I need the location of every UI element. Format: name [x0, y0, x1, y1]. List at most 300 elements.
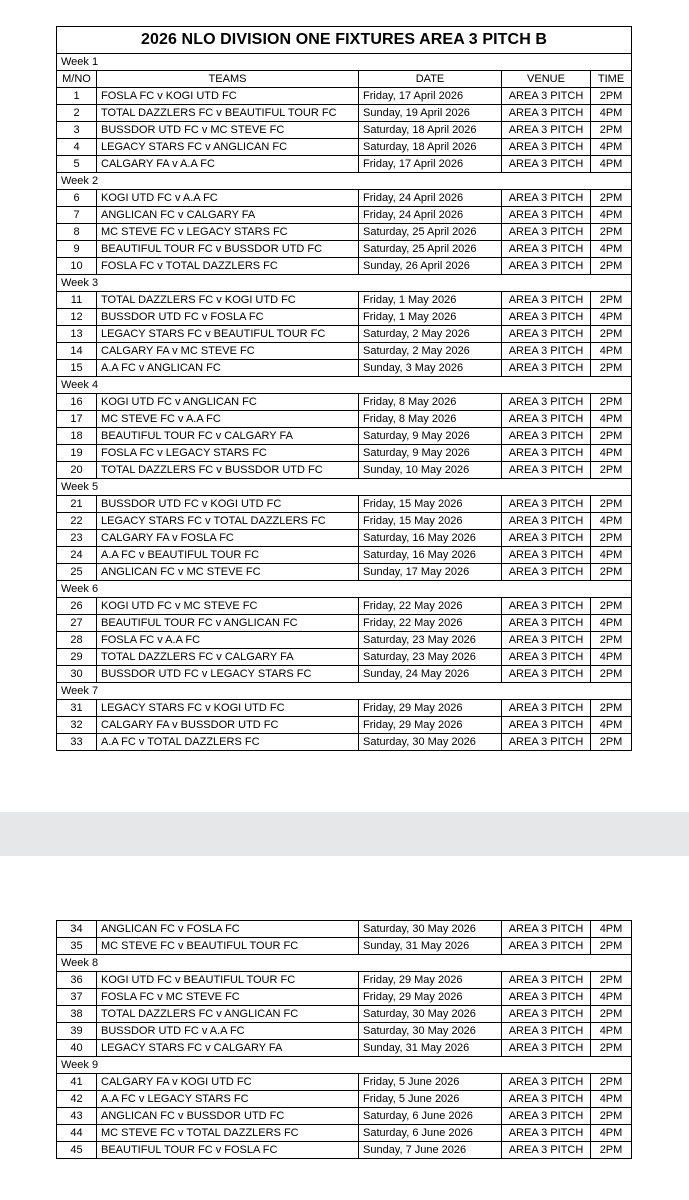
match-date: Saturday, 2 May 2026	[359, 326, 502, 343]
match-date: Friday, 1 May 2026	[359, 292, 502, 309]
match-teams: BEAUTIFUL TOUR FC v ANGLICAN FC	[97, 615, 359, 632]
match-time: 2PM	[591, 428, 632, 445]
match-time: 2PM	[591, 938, 632, 955]
week-label: Week 1	[57, 54, 632, 71]
fixture-row	[57, 394, 632, 411]
match-teams: FOSLA FC v KOGI UTD FC	[97, 88, 359, 105]
match-venue: AREA 3 PITCH	[502, 615, 591, 632]
match-date: Friday, 17 April 2026	[359, 88, 502, 105]
week-row	[57, 683, 632, 700]
match-time: 4PM	[591, 1023, 632, 1040]
match-venue: AREA 3 PITCH	[502, 972, 591, 989]
match-date: Friday, 24 April 2026	[359, 190, 502, 207]
week-row	[57, 1057, 632, 1074]
match-time: 4PM	[591, 513, 632, 530]
match-number: 42	[57, 1091, 97, 1108]
match-venue: AREA 3 PITCH	[502, 105, 591, 122]
match-date: Saturday, 16 May 2026	[359, 530, 502, 547]
document-page-2	[0, 856, 689, 1200]
week-row	[57, 173, 632, 190]
match-number: 29	[57, 649, 97, 666]
match-date: Saturday, 23 May 2026	[359, 632, 502, 649]
match-date: Saturday, 2 May 2026	[359, 343, 502, 360]
match-teams: ANGLICAN FC v BUSSDOR UTD FC	[97, 1108, 359, 1125]
match-number: 40	[57, 1040, 97, 1057]
match-date: Sunday, 24 May 2026	[359, 666, 502, 683]
match-number: 35	[57, 938, 97, 955]
match-teams: KOGI UTD FC v MC STEVE FC	[97, 598, 359, 615]
fixtures-table-page-1	[56, 26, 632, 751]
fixture-row	[57, 921, 632, 938]
match-time: 4PM	[591, 241, 632, 258]
match-time: 2PM	[591, 1040, 632, 1057]
match-teams: CALGARY FA v MC STEVE FC	[97, 343, 359, 360]
match-date: Sunday, 31 May 2026	[359, 1040, 502, 1057]
match-venue: AREA 3 PITCH	[502, 666, 591, 683]
match-venue: AREA 3 PITCH	[502, 1006, 591, 1023]
match-number: 41	[57, 1074, 97, 1091]
match-teams: KOGI UTD FC v A.A FC	[97, 190, 359, 207]
match-date: Saturday, 18 April 2026	[359, 139, 502, 156]
match-time: 4PM	[591, 156, 632, 173]
match-date: Sunday, 19 April 2026	[359, 105, 502, 122]
match-date: Saturday, 23 May 2026	[359, 649, 502, 666]
match-time: 4PM	[591, 1091, 632, 1108]
match-venue: AREA 3 PITCH	[502, 445, 591, 462]
match-time: 4PM	[591, 1125, 632, 1142]
week-label: Week 2	[57, 173, 632, 190]
match-date: Friday, 5 June 2026	[359, 1074, 502, 1091]
match-number: 20	[57, 462, 97, 479]
week-label: Week 7	[57, 683, 632, 700]
match-date: Saturday, 30 May 2026	[359, 921, 502, 938]
fixture-row	[57, 666, 632, 683]
match-venue: AREA 3 PITCH	[502, 360, 591, 377]
match-teams: LEGACY STARS FC v ANGLICAN FC	[97, 139, 359, 156]
match-number: 33	[57, 734, 97, 751]
match-time: 2PM	[591, 190, 632, 207]
match-teams: CALGARY FA v KOGI UTD FC	[97, 1074, 359, 1091]
match-date: Friday, 8 May 2026	[359, 411, 502, 428]
match-time: 4PM	[591, 921, 632, 938]
match-time: 2PM	[591, 1142, 632, 1159]
fixture-row	[57, 241, 632, 258]
fixture-row	[57, 700, 632, 717]
match-number: 4	[57, 139, 97, 156]
match-date: Friday, 29 May 2026	[359, 700, 502, 717]
match-time: 4PM	[591, 615, 632, 632]
match-number: 27	[57, 615, 97, 632]
fixture-row	[57, 1074, 632, 1091]
fixture-row	[57, 513, 632, 530]
match-number: 24	[57, 547, 97, 564]
fixture-row	[57, 649, 632, 666]
match-venue: AREA 3 PITCH	[502, 207, 591, 224]
match-venue: AREA 3 PITCH	[502, 1142, 591, 1159]
fixture-row	[57, 972, 632, 989]
header-time: TIME	[591, 71, 632, 88]
match-teams: BUSSDOR UTD FC v KOGI UTD FC	[97, 496, 359, 513]
match-number: 3	[57, 122, 97, 139]
match-number: 44	[57, 1125, 97, 1142]
match-time: 4PM	[591, 139, 632, 156]
match-number: 1	[57, 88, 97, 105]
match-teams: BEAUTIFUL TOUR FC v FOSLA FC	[97, 1142, 359, 1159]
match-time: 2PM	[591, 88, 632, 105]
match-date: Friday, 29 May 2026	[359, 972, 502, 989]
match-time: 4PM	[591, 343, 632, 360]
match-number: 25	[57, 564, 97, 581]
week-label: Week 9	[57, 1057, 632, 1074]
match-date: Sunday, 10 May 2026	[359, 462, 502, 479]
match-date: Friday, 29 May 2026	[359, 989, 502, 1006]
fixture-row	[57, 547, 632, 564]
fixture-row	[57, 156, 632, 173]
match-date: Saturday, 6 June 2026	[359, 1108, 502, 1125]
match-date: Friday, 22 May 2026	[359, 598, 502, 615]
match-teams: ANGLICAN FC v FOSLA FC	[97, 921, 359, 938]
week-row	[57, 479, 632, 496]
fixture-row	[57, 428, 632, 445]
fixture-row	[57, 615, 632, 632]
match-teams: KOGI UTD FC v ANGLICAN FC	[97, 394, 359, 411]
match-number: 19	[57, 445, 97, 462]
match-date: Friday, 8 May 2026	[359, 394, 502, 411]
fixture-row	[57, 309, 632, 326]
fixture-row	[57, 496, 632, 513]
match-venue: AREA 3 PITCH	[502, 1074, 591, 1091]
match-time: 2PM	[591, 122, 632, 139]
fixture-row	[57, 1108, 632, 1125]
match-time: 2PM	[591, 496, 632, 513]
match-time: 2PM	[591, 598, 632, 615]
match-teams: MC STEVE FC v BEAUTIFUL TOUR FC	[97, 938, 359, 955]
match-time: 2PM	[591, 734, 632, 751]
match-teams: KOGI UTD FC v BEAUTIFUL TOUR FC	[97, 972, 359, 989]
fixture-row	[57, 1006, 632, 1023]
match-venue: AREA 3 PITCH	[502, 224, 591, 241]
match-number: 9	[57, 241, 97, 258]
match-time: 2PM	[591, 1006, 632, 1023]
match-teams: MC STEVE FC v A.A FC	[97, 411, 359, 428]
match-teams: TOTAL DAZZLERS FC v ANGLICAN FC	[97, 1006, 359, 1023]
match-time: 2PM	[591, 1108, 632, 1125]
match-number: 2	[57, 105, 97, 122]
header-venue: VENUE	[502, 71, 591, 88]
week-row	[57, 54, 632, 71]
fixtures-table-page-2	[56, 920, 632, 1159]
week-row	[57, 377, 632, 394]
match-teams: BUSSDOR UTD FC v FOSLA FC	[97, 309, 359, 326]
match-venue: AREA 3 PITCH	[502, 649, 591, 666]
match-venue: AREA 3 PITCH	[502, 1040, 591, 1057]
fixture-row	[57, 88, 632, 105]
match-teams: MC STEVE FC v LEGACY STARS FC	[97, 224, 359, 241]
match-number: 38	[57, 1006, 97, 1023]
match-number: 30	[57, 666, 97, 683]
match-venue: AREA 3 PITCH	[502, 428, 591, 445]
match-number: 14	[57, 343, 97, 360]
fixture-row	[57, 734, 632, 751]
match-date: Friday, 1 May 2026	[359, 309, 502, 326]
title-row	[57, 27, 632, 54]
match-date: Friday, 17 April 2026	[359, 156, 502, 173]
match-date: Saturday, 9 May 2026	[359, 428, 502, 445]
header-match-no: M/NO	[57, 71, 97, 88]
match-date: Friday, 5 June 2026	[359, 1091, 502, 1108]
match-venue: AREA 3 PITCH	[502, 700, 591, 717]
match-time: 2PM	[591, 700, 632, 717]
match-teams: ANGLICAN FC v MC STEVE FC	[97, 564, 359, 581]
match-time: 2PM	[591, 632, 632, 649]
match-venue: AREA 3 PITCH	[502, 411, 591, 428]
match-teams: A.A FC v BEAUTIFUL TOUR FC	[97, 547, 359, 564]
match-venue: AREA 3 PITCH	[502, 462, 591, 479]
match-time: 2PM	[591, 530, 632, 547]
fixture-row	[57, 292, 632, 309]
match-venue: AREA 3 PITCH	[502, 241, 591, 258]
match-number: 13	[57, 326, 97, 343]
match-venue: AREA 3 PITCH	[502, 190, 591, 207]
match-number: 6	[57, 190, 97, 207]
match-number: 31	[57, 700, 97, 717]
match-venue: AREA 3 PITCH	[502, 139, 591, 156]
match-date: Saturday, 30 May 2026	[359, 1006, 502, 1023]
match-time: 2PM	[591, 258, 632, 275]
match-number: 8	[57, 224, 97, 241]
match-time: 2PM	[591, 972, 632, 989]
match-venue: AREA 3 PITCH	[502, 292, 591, 309]
fixture-row	[57, 224, 632, 241]
match-date: Saturday, 9 May 2026	[359, 445, 502, 462]
fixture-row	[57, 462, 632, 479]
match-teams: TOTAL DAZZLERS FC v BEAUTIFUL TOUR FC	[97, 105, 359, 122]
week-label: Week 6	[57, 581, 632, 598]
week-row	[57, 581, 632, 598]
match-venue: AREA 3 PITCH	[502, 989, 591, 1006]
match-teams: MC STEVE FC v TOTAL DAZZLERS FC	[97, 1125, 359, 1142]
fixture-row	[57, 190, 632, 207]
match-date: Sunday, 26 April 2026	[359, 258, 502, 275]
match-date: Friday, 15 May 2026	[359, 496, 502, 513]
document-title: 2026 NLO DIVISION ONE FIXTURES AREA 3 PITCH B	[57, 27, 632, 54]
match-date: Saturday, 18 April 2026	[359, 122, 502, 139]
week-label: Week 3	[57, 275, 632, 292]
match-venue: AREA 3 PITCH	[502, 394, 591, 411]
match-date: Sunday, 3 May 2026	[359, 360, 502, 377]
header-teams: TEAMS	[97, 71, 359, 88]
match-number: 43	[57, 1108, 97, 1125]
fixture-row	[57, 207, 632, 224]
fixture-row	[57, 530, 632, 547]
match-teams: FOSLA FC v A.A FC	[97, 632, 359, 649]
match-number: 10	[57, 258, 97, 275]
match-time: 2PM	[591, 564, 632, 581]
match-teams: LEGACY STARS FC v TOTAL DAZZLERS FC	[97, 513, 359, 530]
fixture-row	[57, 1040, 632, 1057]
match-date: Saturday, 6 June 2026	[359, 1125, 502, 1142]
match-teams: LEGACY STARS FC v KOGI UTD FC	[97, 700, 359, 717]
match-number: 23	[57, 530, 97, 547]
match-teams: CALGARY FA v BUSSDOR UTD FC	[97, 717, 359, 734]
match-number: 17	[57, 411, 97, 428]
fixture-row	[57, 598, 632, 615]
match-venue: AREA 3 PITCH	[502, 717, 591, 734]
match-venue: AREA 3 PITCH	[502, 1091, 591, 1108]
match-number: 32	[57, 717, 97, 734]
match-number: 39	[57, 1023, 97, 1040]
match-date: Saturday, 30 May 2026	[359, 1023, 502, 1040]
match-venue: AREA 3 PITCH	[502, 122, 591, 139]
match-time: 2PM	[591, 292, 632, 309]
match-number: 28	[57, 632, 97, 649]
match-number: 26	[57, 598, 97, 615]
match-venue: AREA 3 PITCH	[502, 547, 591, 564]
match-venue: AREA 3 PITCH	[502, 564, 591, 581]
match-teams: TOTAL DAZZLERS FC v KOGI UTD FC	[97, 292, 359, 309]
match-venue: AREA 3 PITCH	[502, 530, 591, 547]
match-time: 4PM	[591, 207, 632, 224]
match-teams: BUSSDOR UTD FC v A.A FC	[97, 1023, 359, 1040]
match-teams: TOTAL DAZZLERS FC v BUSSDOR UTD FC	[97, 462, 359, 479]
match-venue: AREA 3 PITCH	[502, 938, 591, 955]
match-venue: AREA 3 PITCH	[502, 496, 591, 513]
match-date: Saturday, 30 May 2026	[359, 734, 502, 751]
match-time: 4PM	[591, 445, 632, 462]
week-label: Week 5	[57, 479, 632, 496]
fixture-row	[57, 343, 632, 360]
match-number: 37	[57, 989, 97, 1006]
match-time: 2PM	[591, 666, 632, 683]
fixture-row	[57, 326, 632, 343]
match-number: 36	[57, 972, 97, 989]
match-venue: AREA 3 PITCH	[502, 156, 591, 173]
match-date: Saturday, 25 April 2026	[359, 224, 502, 241]
match-number: 18	[57, 428, 97, 445]
match-teams: A.A FC v ANGLICAN FC	[97, 360, 359, 377]
match-teams: FOSLA FC v MC STEVE FC	[97, 989, 359, 1006]
fixture-row	[57, 632, 632, 649]
match-teams: CALGARY FA v FOSLA FC	[97, 530, 359, 547]
week-row	[57, 955, 632, 972]
fixture-row	[57, 105, 632, 122]
fixture-row	[57, 1142, 632, 1159]
match-time: 4PM	[591, 649, 632, 666]
match-venue: AREA 3 PITCH	[502, 88, 591, 105]
match-teams: BEAUTIFUL TOUR FC v BUSSDOR UTD FC	[97, 241, 359, 258]
match-date: Saturday, 25 April 2026	[359, 241, 502, 258]
match-number: 7	[57, 207, 97, 224]
match-venue: AREA 3 PITCH	[502, 1023, 591, 1040]
fixture-row	[57, 1125, 632, 1142]
match-number: 21	[57, 496, 97, 513]
fixture-row	[57, 139, 632, 156]
match-teams: FOSLA FC v LEGACY STARS FC	[97, 445, 359, 462]
match-time: 4PM	[591, 411, 632, 428]
match-date: Saturday, 16 May 2026	[359, 547, 502, 564]
fixture-row	[57, 411, 632, 428]
match-date: Sunday, 7 June 2026	[359, 1142, 502, 1159]
page-separator	[0, 812, 689, 856]
match-number: 11	[57, 292, 97, 309]
fixture-row	[57, 989, 632, 1006]
match-time: 4PM	[591, 547, 632, 564]
fixture-row	[57, 938, 632, 955]
fixture-row	[57, 122, 632, 139]
match-number: 16	[57, 394, 97, 411]
match-teams: LEGACY STARS FC v CALGARY FA	[97, 1040, 359, 1057]
match-date: Friday, 24 April 2026	[359, 207, 502, 224]
match-venue: AREA 3 PITCH	[502, 343, 591, 360]
match-number: 34	[57, 921, 97, 938]
match-time: 2PM	[591, 326, 632, 343]
match-number: 45	[57, 1142, 97, 1159]
match-venue: AREA 3 PITCH	[502, 1108, 591, 1125]
match-time: 2PM	[591, 462, 632, 479]
match-venue: AREA 3 PITCH	[502, 258, 591, 275]
match-time: 4PM	[591, 717, 632, 734]
match-date: Friday, 29 May 2026	[359, 717, 502, 734]
match-date: Friday, 22 May 2026	[359, 615, 502, 632]
match-teams: A.A FC v LEGACY STARS FC	[97, 1091, 359, 1108]
match-teams: BUSSDOR UTD FC v MC STEVE FC	[97, 122, 359, 139]
match-date: Friday, 15 May 2026	[359, 513, 502, 530]
match-venue: AREA 3 PITCH	[502, 921, 591, 938]
match-time: 4PM	[591, 989, 632, 1006]
match-date: Sunday, 17 May 2026	[359, 564, 502, 581]
match-number: 12	[57, 309, 97, 326]
match-venue: AREA 3 PITCH	[502, 326, 591, 343]
match-teams: BEAUTIFUL TOUR FC v CALGARY FA	[97, 428, 359, 445]
fixture-row	[57, 445, 632, 462]
fixture-row	[57, 1091, 632, 1108]
match-venue: AREA 3 PITCH	[502, 1125, 591, 1142]
match-time: 2PM	[591, 360, 632, 377]
match-number: 15	[57, 360, 97, 377]
match-date: Sunday, 31 May 2026	[359, 938, 502, 955]
column-header-row	[57, 71, 632, 88]
match-time: 2PM	[591, 1074, 632, 1091]
match-teams: BUSSDOR UTD FC v LEGACY STARS FC	[97, 666, 359, 683]
match-time: 2PM	[591, 224, 632, 241]
match-teams: CALGARY FA v A.A FC	[97, 156, 359, 173]
fixture-row	[57, 1023, 632, 1040]
week-label: Week 8	[57, 955, 632, 972]
match-venue: AREA 3 PITCH	[502, 734, 591, 751]
match-venue: AREA 3 PITCH	[502, 598, 591, 615]
match-teams: ANGLICAN FC v CALGARY FA	[97, 207, 359, 224]
match-time: 2PM	[591, 394, 632, 411]
match-venue: AREA 3 PITCH	[502, 309, 591, 326]
match-teams: LEGACY STARS FC v BEAUTIFUL TOUR FC	[97, 326, 359, 343]
fixture-row	[57, 360, 632, 377]
match-venue: AREA 3 PITCH	[502, 513, 591, 530]
match-teams: A.A FC v TOTAL DAZZLERS FC	[97, 734, 359, 751]
fixture-row	[57, 258, 632, 275]
match-number: 22	[57, 513, 97, 530]
week-label: Week 4	[57, 377, 632, 394]
week-row	[57, 275, 632, 292]
match-teams: FOSLA FC v TOTAL DAZZLERS FC	[97, 258, 359, 275]
header-date: DATE	[359, 71, 502, 88]
fixture-row	[57, 564, 632, 581]
match-venue: AREA 3 PITCH	[502, 632, 591, 649]
match-number: 5	[57, 156, 97, 173]
fixture-row	[57, 717, 632, 734]
match-time: 4PM	[591, 105, 632, 122]
match-teams: TOTAL DAZZLERS FC v CALGARY FA	[97, 649, 359, 666]
match-time: 4PM	[591, 309, 632, 326]
